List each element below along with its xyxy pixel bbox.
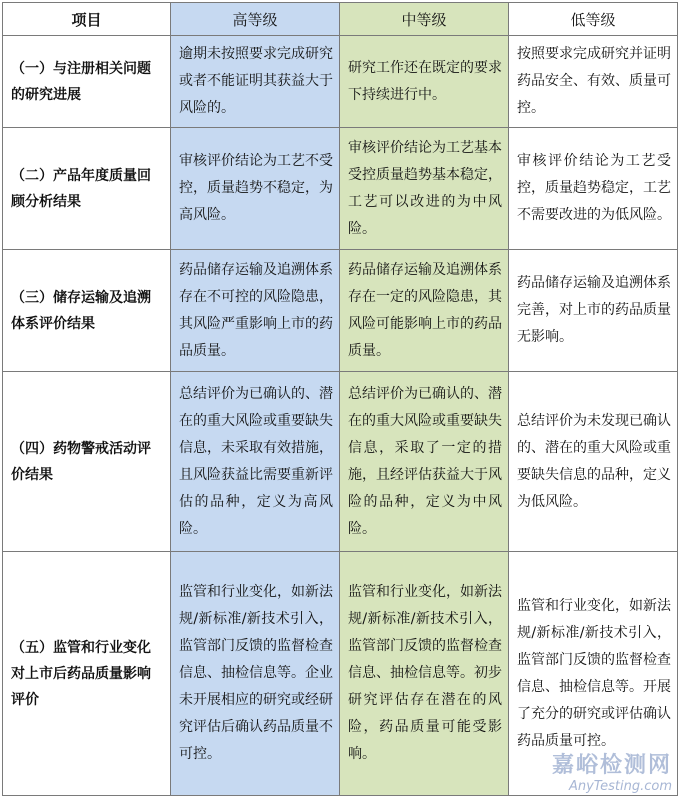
row-low: 审核评价结论为工艺受控，质量趋势稳定，工艺不需要改进的为低风险。 xyxy=(509,128,678,250)
row-item: （五）监管和行业变化对上市后药品质量影响评价 xyxy=(3,552,171,796)
risk-level-table xyxy=(2,2,678,796)
table-row xyxy=(3,36,678,128)
row-medium: 药品储存运输及追溯体系存在一定的风险隐患，其风险可能影响上市的药品质量。 xyxy=(340,250,509,372)
header-low: 低等级 xyxy=(509,3,678,36)
table-row xyxy=(3,128,678,250)
row-item: （二）产品年度质量回顾分析结果 xyxy=(3,128,171,250)
row-item: （一）与注册相关问题的研究进展 xyxy=(3,36,171,128)
row-high: 监管和行业变化，如新法规/新标准/新技术引入，监管部门反馈的监督检查信息、抽检信息等。企业未开展相应的研究或经研究评估后确认药品质量不可控。 xyxy=(171,552,340,796)
table-row xyxy=(3,250,678,372)
header-medium: 中等级 xyxy=(340,3,509,36)
row-medium: 监管和行业变化，如新法规/新标准/新技术引入，监管部门反馈的监督检查信息、抽检信息等。初步研究评估存在潜在的风险，药品质量可能受影响。 xyxy=(340,552,509,796)
row-low: 药品储存运输及追溯体系完善，对上市的药品质量无影响。 xyxy=(509,250,678,372)
row-low: 总结评价为未发现已确认的、潜在的重大风险或重要缺失信息的品种，定义为低风险。 xyxy=(509,372,678,552)
row-high: 逾期未按照要求完成研究或者不能证明其获益大于风险的。 xyxy=(171,36,340,128)
row-item: （三）储存运输及追溯体系评价结果 xyxy=(3,250,171,372)
row-item: （四）药物警戒活动评价结果 xyxy=(3,372,171,552)
row-medium: 审核评价结论为工艺基本受控质量趋势基本稳定，工艺可以改进的为中风险。 xyxy=(340,128,509,250)
row-high: 药品储存运输及追溯体系存在不可控的风险隐患，其风险严重影响上市的药品质量。 xyxy=(171,250,340,372)
row-medium: 研究工作还在既定的要求下持续进行中。 xyxy=(340,36,509,128)
row-high: 总结评价为已确认的、潜在的重大风险或重要缺失信息，未采取有效措施，且风险获益比需要重新评估的品种，定义为高风险。 xyxy=(171,372,340,552)
watermark-cn: 嘉峪检测网 xyxy=(551,753,672,778)
watermark-en: AnyTesting.com xyxy=(568,779,672,794)
header-item: 项目 xyxy=(3,3,171,36)
row-low: 监管和行业变化，如新法规/新标准/新技术引入，监管部门反馈的监督检查信息、抽检信息等。开展了充分的研究或评估确认药品质量可控。 xyxy=(509,552,678,796)
header-high: 高等级 xyxy=(171,3,340,36)
row-high: 审核评价结论为工艺不受控，质量趋势不稳定，为高风险。 xyxy=(171,128,340,250)
table-row xyxy=(3,372,678,552)
header-row xyxy=(3,3,678,36)
row-medium: 总结评价为已确认的、潜在的重大风险或重要缺失信息，采取了一定的措施，且经评估获益大于风险的品种，定义为中风险。 xyxy=(340,372,509,552)
row-low: 按照要求完成研究并证明药品安全、有效、质量可控。 xyxy=(509,36,678,128)
table-row xyxy=(3,552,678,796)
